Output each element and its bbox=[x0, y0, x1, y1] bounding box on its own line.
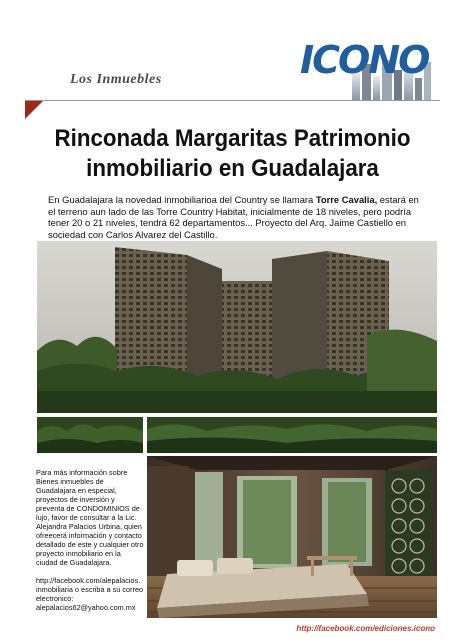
section-name: Los Inmuebles bbox=[70, 72, 162, 87]
article-title bbox=[44, 124, 421, 184]
icono-logo bbox=[300, 36, 432, 100]
towers-exterior-photo bbox=[37, 241, 437, 413]
sidebar-info-text: Para más información sobre Bienes inmuebles de Guadalajara en especial, proyectos de inversión y preventa de CONDOMINIOS de lujo, favor de consultar a la Lic. Alejandra Palacios Urbina, quien ofreecerá información y contacto detallado de este y cualquier otro proyecto inmobiliario en la ciudad de Guadalajara. bbox=[36, 468, 144, 567]
intro-text-1: En Guadalajara la novedad inmobiliarioa del Country se llamara bbox=[48, 194, 316, 205]
title-line-2: inmobiliario en Guadalajara bbox=[86, 155, 379, 182]
article-intro bbox=[48, 194, 420, 240]
intro-text-2: estará en el terreno aun lado de las Torre Country Habitat, inicialmente de 18 niveles, pero podría tener 20 o 21 niveles, tendrá 62 departamentos... Proyecto del Arq. Jaime Castiello en sociedad con Carlos Alvarez del Castillo. bbox=[48, 194, 419, 240]
header-rule bbox=[25, 100, 440, 101]
forest-strip-left bbox=[37, 417, 143, 453]
sidebar-contact-text: http://facebook.com/alepalacios. inmobiliaria o escriba a su correo electronico: alepalacios62@yahoo.com.mx bbox=[36, 576, 144, 612]
footer-facebook-link[interactable]: http://facebook.com/ediciones.icono bbox=[296, 624, 435, 633]
bedroom-interior-photo bbox=[147, 456, 437, 618]
title-line-1: Rinconada Margaritas Patrimonio bbox=[54, 125, 411, 152]
header-triangle-accent bbox=[25, 101, 43, 119]
contact-sidebar bbox=[36, 468, 144, 621]
intro-highlight: Torre Cavalia, bbox=[315, 194, 378, 205]
logo-wordmark: ICONO bbox=[300, 38, 429, 82]
forest-strip-right bbox=[147, 417, 437, 453]
